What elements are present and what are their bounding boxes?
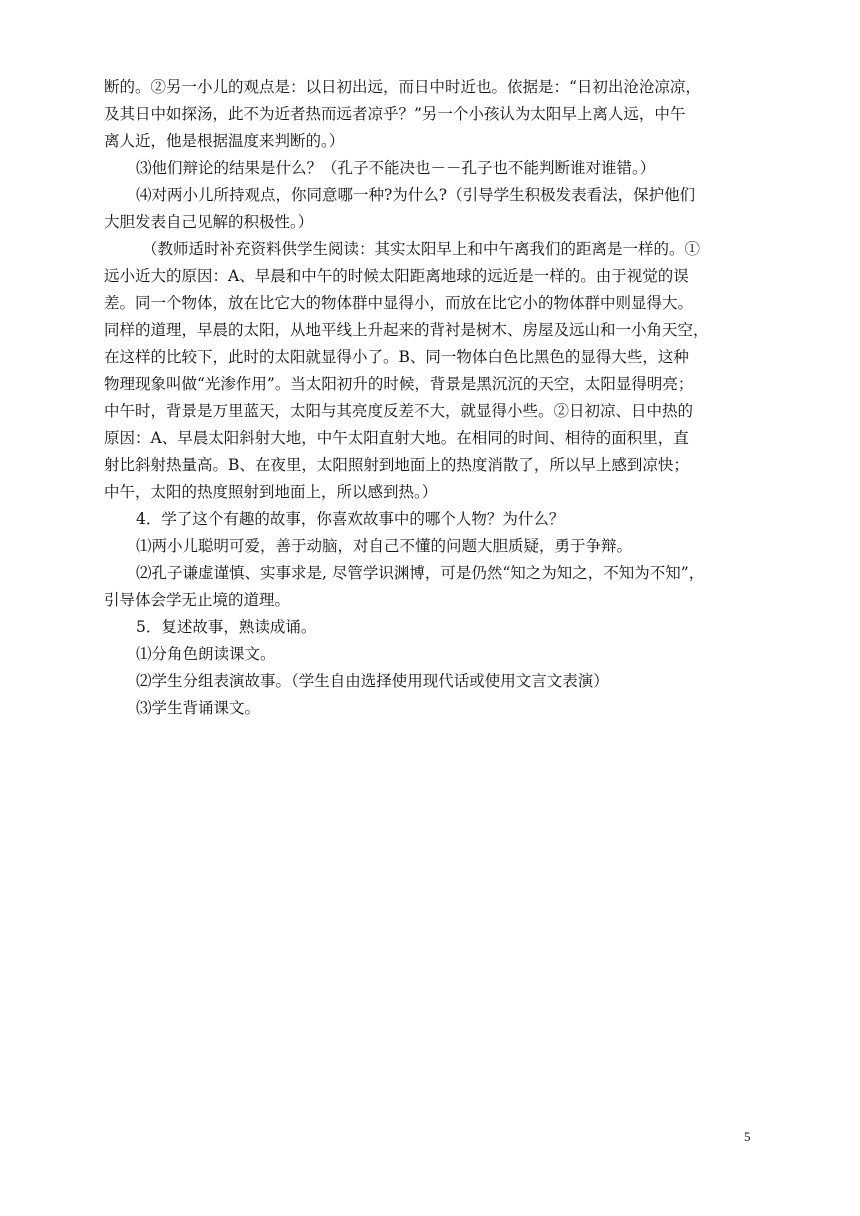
- text-line: 离人近，他是根据温度来判断的。）: [104, 132, 345, 150]
- text-line: 差。同一个物体，放在比它大的物体群中显得小，而放在比它小的物体群中则显得大。: [104, 294, 694, 312]
- text-line: 同样的道理，早晨的太阳，从地平线上升起来的背衬是树木、房屋及远山和一小角天空，: [104, 321, 709, 339]
- text-line: ⑴分角色朗读课文。: [136, 645, 276, 663]
- document-page: [104, 74, 758, 722]
- text-line: 中午，太阳的热度照射到地面上，所以感到热。）: [104, 483, 438, 501]
- text-line: 及其日中如探汤，此不为近者热而远者凉乎？”另一个小孩认为太阳早上离人远，中午: [104, 105, 686, 123]
- text-line: ⑵学生分组表演故事。（学生自由选择使用现代话或使用文言文表演）: [136, 672, 609, 690]
- text-line: 5．复述故事，熟读成诵。: [136, 618, 317, 636]
- text-line: ⑶他们辩论的结果是什么？（孔子不能决也－－孔子也不能判断谁对谁错。）: [136, 159, 656, 177]
- text-line: （教师适时补充资料供学生阅读：其实太阳早上和中午离我们的距离是一样的。①: [142, 240, 701, 258]
- text-line: 原因：A、早晨太阳斜射大地，中午太阳直射大地。在相同的时间、相待的面积里，直: [104, 429, 689, 447]
- page-number: 5: [744, 1129, 751, 1144]
- text-line: 中午时，背景是万里蓝天，太阳与其亮度反差不大，就显得小些。②日初凉、日中热的: [104, 402, 694, 420]
- text-line: ⑶学生背诵课文。: [136, 699, 261, 717]
- text-line: 4．学了这个有趣的故事，你喜欢故事中的哪个人物？为什么？: [136, 510, 565, 528]
- text-line: 物理现象叫做“光渗作用”。当太阳初升的时候，背景是黑沉沉的天空，太阳显得明亮；: [104, 375, 694, 393]
- text-line: ⑷对两小儿所持观点，你同意哪一种?为什么?（引导学生积极发表看法，保护他们: [136, 186, 696, 204]
- text-line: 远小近大的原因：A、早晨和中午的时候太阳距离地球的远近是一样的。由于视觉的误: [104, 267, 689, 285]
- text-line: 射比斜射热量高。B、在夜里，太阳照射到地面上的热度消散了，所以早上感到凉快；: [104, 456, 689, 474]
- text-line: ⑴两小儿聪明可爱，善于动脑，对自己不懂的问题大胆质疑，勇于争辩。: [136, 537, 633, 555]
- text-line: ⑵孔子谦虚谨慎、实事求是, 尽管学识渊博，可是仍然“知之为知之，不知为不知”，: [136, 564, 705, 582]
- text-line: 在这样的比较下，此时的太阳就显得小了。B、同一物体白色比黑色的显得大些，这种: [104, 348, 689, 366]
- text-line: 大胆发表自己见解的积极性。）: [104, 213, 314, 231]
- text-line: 引导体会学无止境的道理。: [104, 591, 291, 609]
- text-line: 断的。②另一小儿的观点是：以日初出远，而日中时近也。依据是：“日初出沧沧凉凉，: [104, 78, 701, 96]
